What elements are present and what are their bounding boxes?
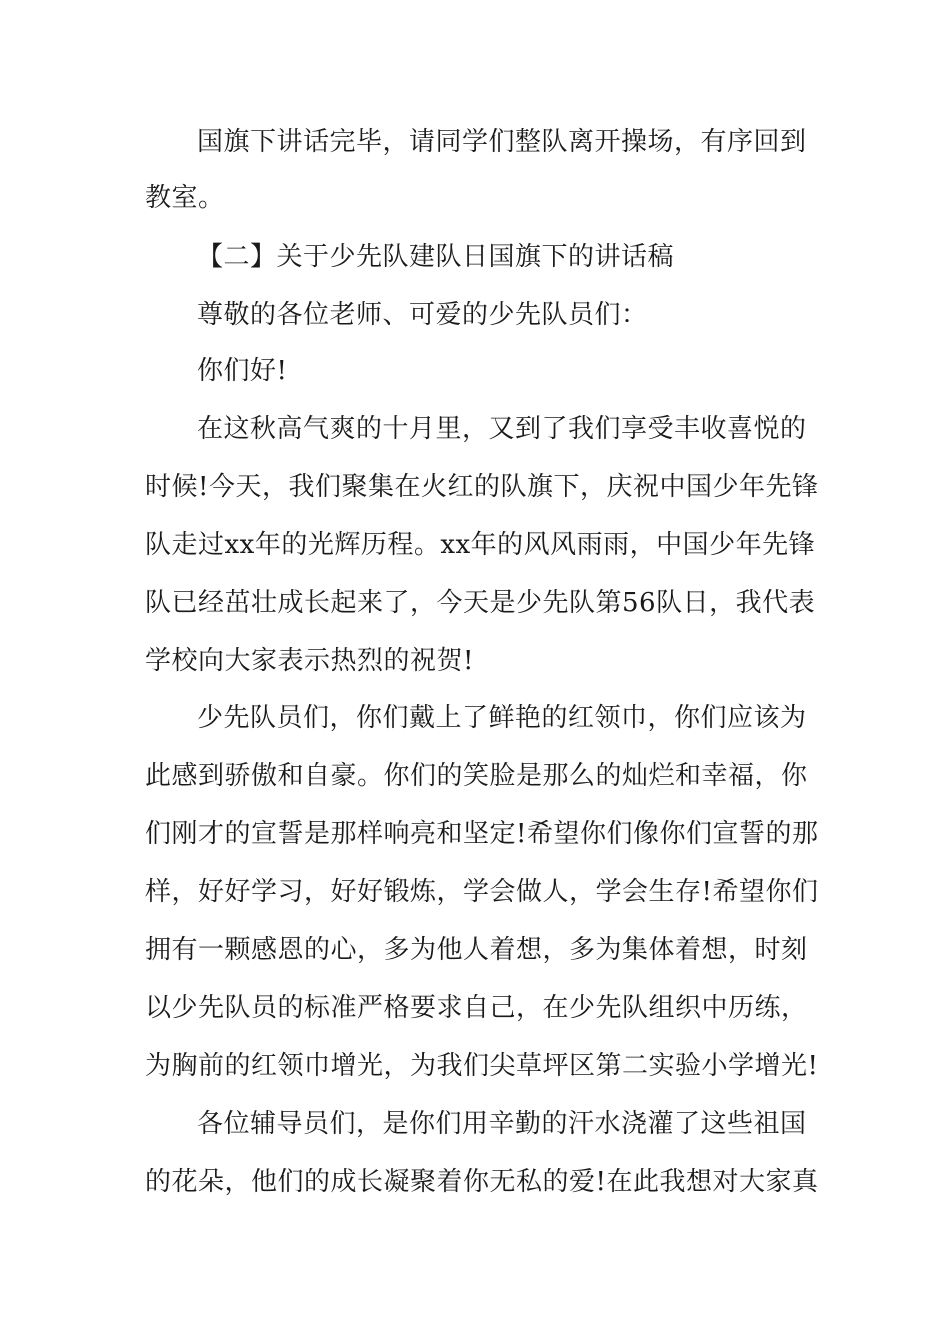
paragraph-3-line-2: 的花朵，他们的成长凝聚着你无私的爱!在此我想对大家真	[145, 1167, 819, 1197]
paragraph-2-line-2: 此感到骄傲和自豪。你们的笑脸是那么的灿烂和幸福，你	[145, 761, 808, 791]
paragraph-2-line-3: 们刚才的宣誓是那样响亮和坚定!希望你们像你们宣誓的那	[145, 819, 819, 849]
paragraph-1-line-4: 队已经茁壮成长起来了，今天是少先队第56队日，我代表	[145, 588, 816, 618]
section-heading: 【二】关于少先队建队日国旗下的讲话稿	[197, 242, 675, 272]
paragraph-1-line-5: 学校向大家表示热烈的祝贺!	[145, 646, 474, 676]
paragraph-2-line-5: 拥有一颗感恩的心，多为他人着想，多为集体着想，时刻	[145, 935, 808, 965]
paragraph-1-line-3: 队走过xx年的光辉历程。xx年的风风雨雨，中国少年先锋	[145, 530, 816, 560]
paragraph-2-line-1: 少先队员们，你们戴上了鲜艳的红领巾，你们应该为	[197, 703, 807, 733]
paragraph-1-line-1: 在这秋高气爽的十月里，又到了我们享受丰收喜悦的	[197, 414, 807, 444]
closing-remark-line-1: 国旗下讲话完毕，请同学们整队离开操场，有序回到	[197, 127, 807, 157]
salutation: 尊敬的各位老师、可爱的少先队员们：	[197, 300, 648, 330]
paragraph-2-line-4: 样，好好学习，好好锻炼，学会做人，学会生存!希望你们	[145, 877, 819, 907]
paragraph-2-line-7: 为胸前的红领巾增光，为我们尖草坪区第二实验小学增光!	[145, 1051, 819, 1081]
closing-remark-line-2: 教室。	[145, 183, 225, 213]
paragraph-3-line-1: 各位辅导员们，是你们用辛勤的汗水浇灌了这些祖国	[197, 1109, 807, 1139]
paragraph-1-line-2: 时候!今天，我们聚集在火红的队旗下，庆祝中国少年先锋	[145, 472, 819, 502]
greeting: 你们好!	[197, 356, 288, 386]
paragraph-2-line-6: 以少先队员的标准严格要求自己，在少先队组织中历练，	[145, 993, 808, 1023]
